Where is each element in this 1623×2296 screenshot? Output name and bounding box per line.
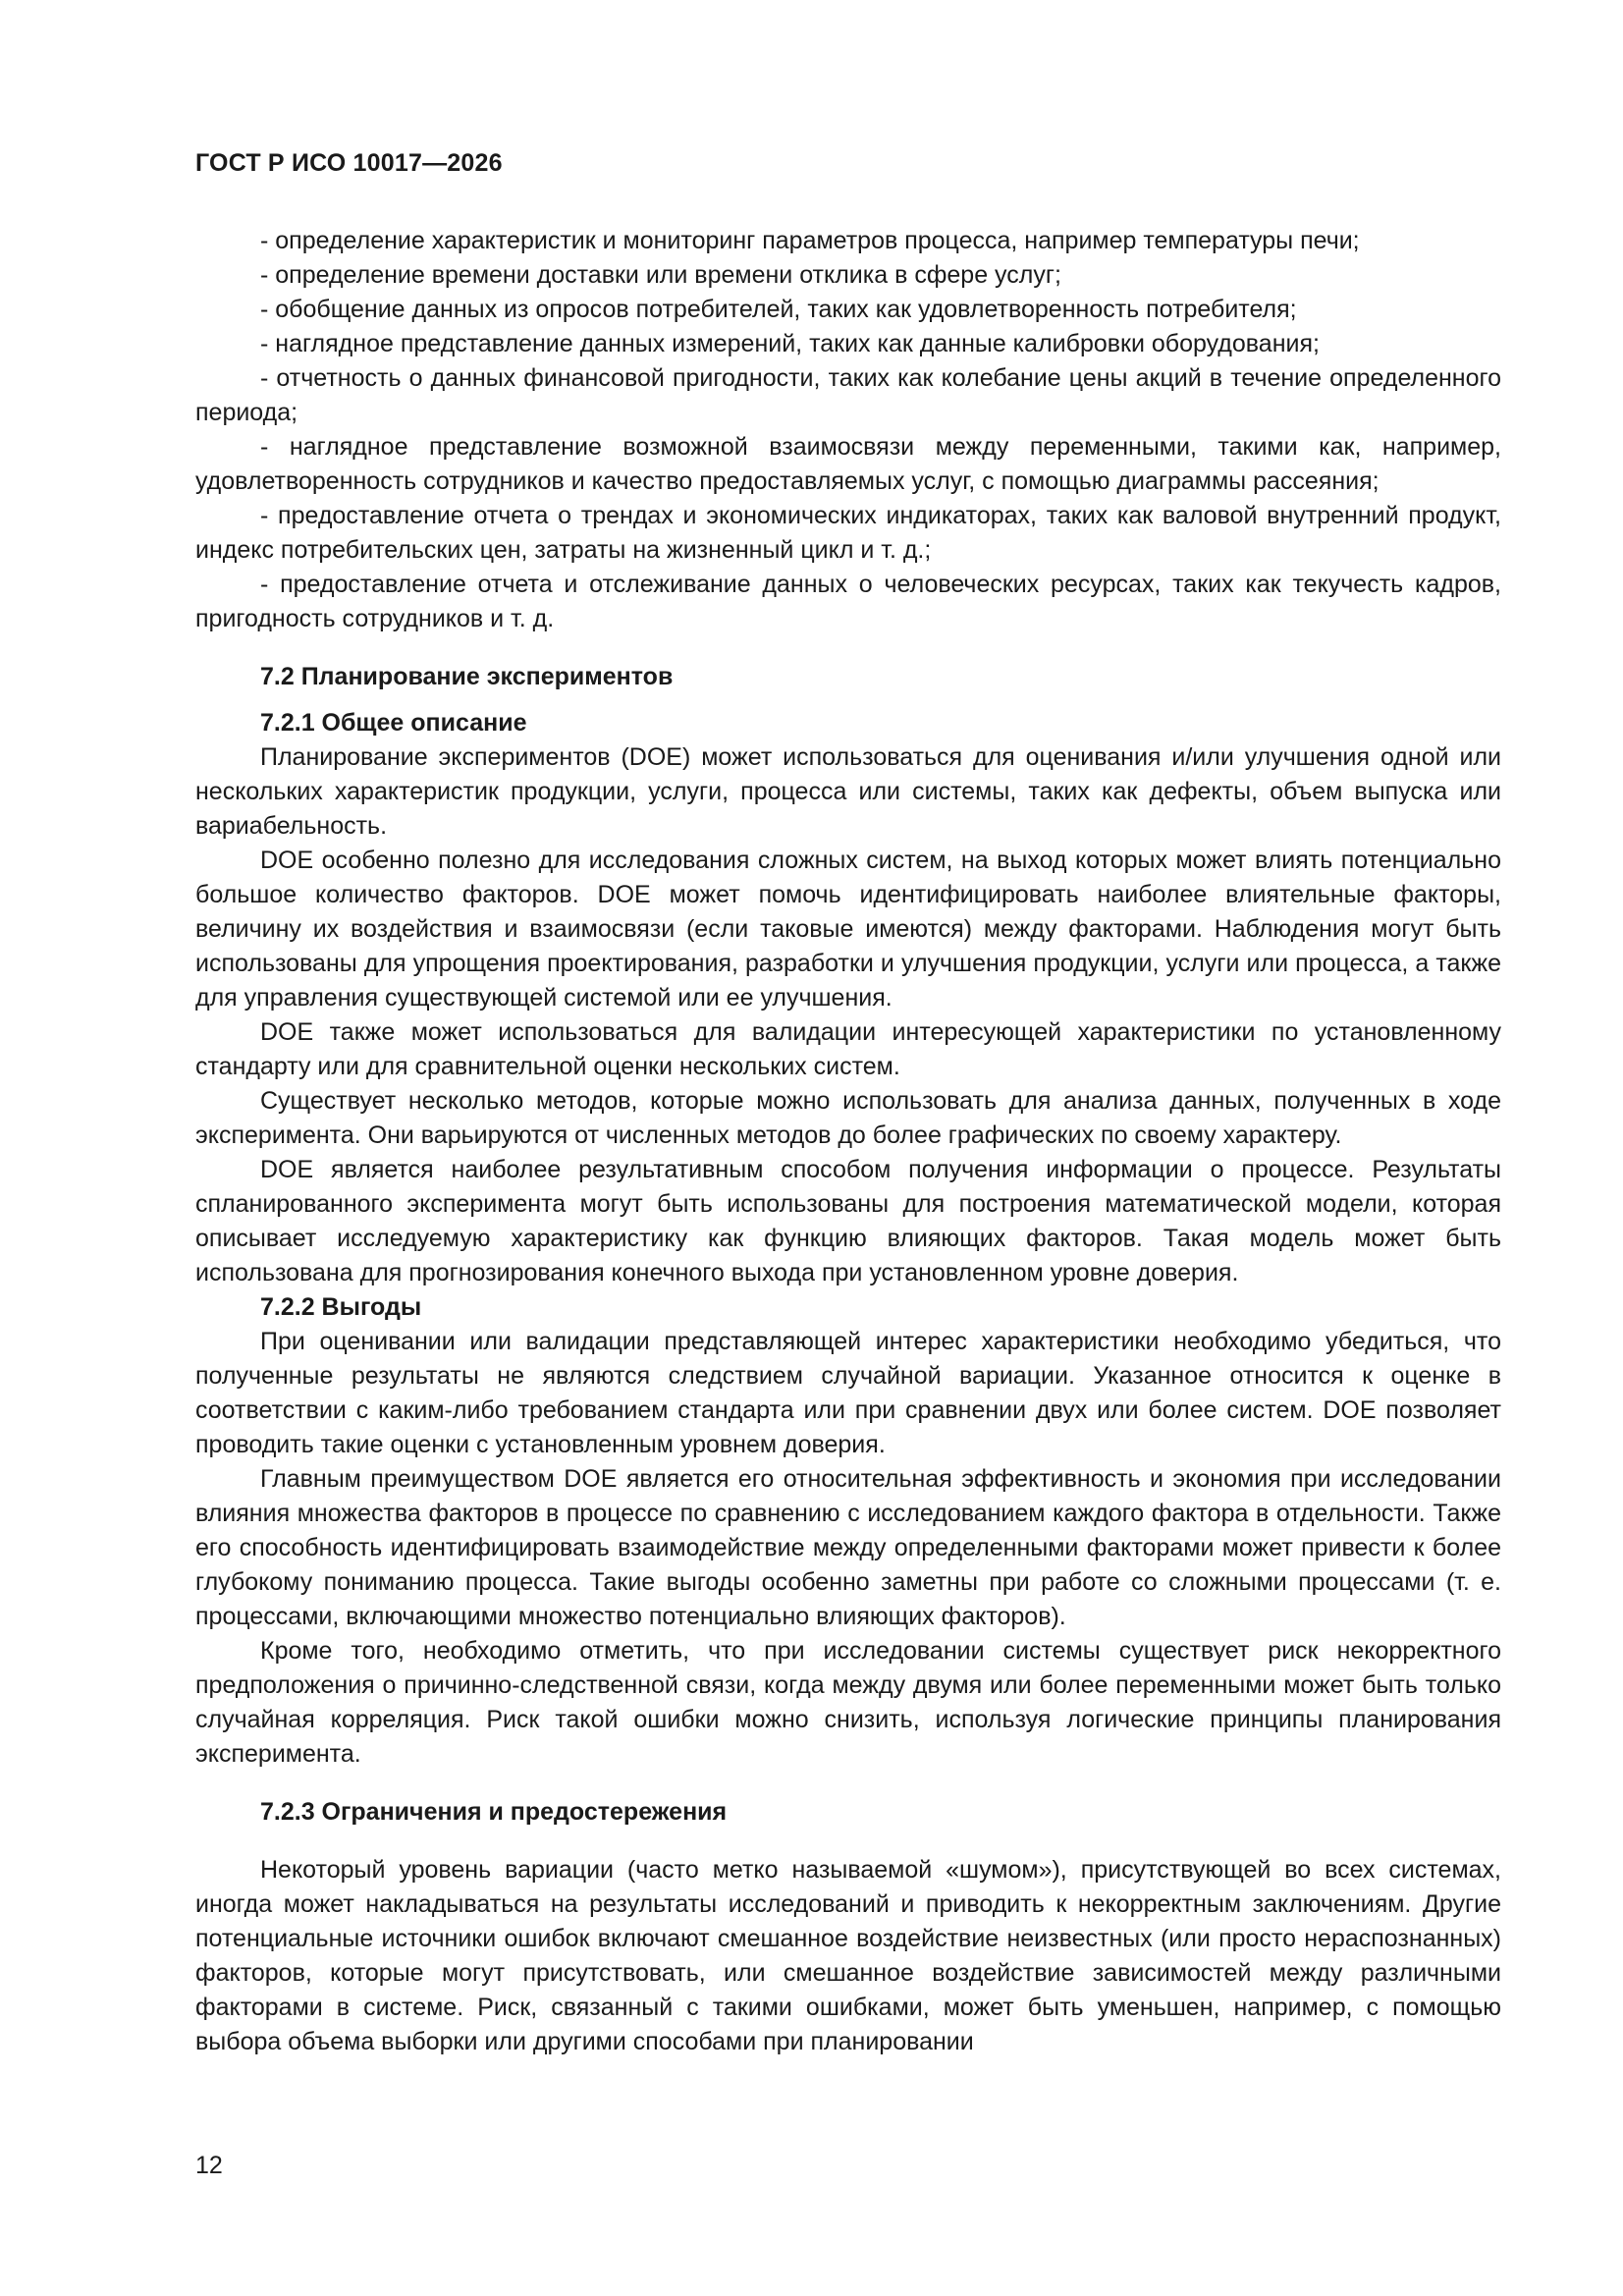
section-heading-7-2-1: 7.2.1 Общее описание bbox=[260, 709, 527, 737]
page-body bbox=[195, 224, 1501, 2059]
paragraph: DOE также может использоваться для валидации интересующей характеристики по установленному стандарту или для сравнительной оценки нескольких систем. bbox=[195, 1018, 1501, 1080]
document-header: ГОСТ Р ИСО 10017—2026 bbox=[195, 149, 503, 177]
list-item: - предоставление отчета о трендах и экономических индикаторах, таких как валовой внутренний продукт, индекс потребительских цен, затраты на жизненный цикл и т. д.; bbox=[195, 502, 1501, 564]
paragraph: Кроме того, необходимо отметить, что при исследовании системы существует риск некорректного предположения о причинно-следственной связи, когда между двумя или более переменными может быть только случайная корреляция. Риск такой ошибки можно снизить, используя логические принципы планирования эксперимента. bbox=[195, 1637, 1501, 1768]
list-item: - определение времени доставки или времени отклика в сфере услуг; bbox=[260, 261, 1061, 289]
paragraph: При оценивании или валидации представляющей интерес характеристики необходимо убедиться, что полученные результаты не являются следствием случайной вариации. Указанное относится к оценке в соответствии с каким-либо требованием стандарта или при сравнении двух или более систем. DOE позволяет проводить такие оценки с установленным уровнем доверия. bbox=[195, 1328, 1501, 1458]
paragraph: Существует несколько методов, которые можно использовать для анализа данных, полученных в ходе эксперимента. Они варьируются от численных методов до более графических по своему характеру. bbox=[195, 1087, 1501, 1149]
paragraph: Главным преимуществом DOE является его относительная эффективность и экономия при исследовании влияния множества факторов в процессе по сравнению с исследованием каждого фактора в отдельности. Также его способность идентифицировать взаимодействие между определенными факторами может привести к более глубокому пониманию процесса. Такие выгоды особенно заметны при работе со сложными процессами (т. е. процессами, включающими множество потенциально влияющих факторов). bbox=[195, 1465, 1501, 1630]
list-item: - обобщение данных из опросов потребителей, таких как удовлетворенность потребителя; bbox=[260, 296, 1297, 323]
paragraph: DOE является наиболее результативным способом получения информации о процессе. Результаты спланированного эксперимента могут быть использованы для построения математической модели, которая описывает исследуемую характеристику как функцию влияющих факторов. Такая модель может быть использована для прогнозирования конечного выхода при установленном уровне доверия. bbox=[195, 1156, 1501, 1286]
paragraph: Некоторый уровень вариации (часто метко называемой «шумом»), присутствующей во всех системах, иногда может накладываться на результаты исследований и приводить к некорректным заключениям. Другие потенциальные источники ошибок включают смешанное воздействие неизвестных (или просто нераспознанных) факторов, которые могут присутствовать, или смешанное воздействие зависимостей между различными факторами в системе. Риск, связанный с такими ошибками, может быть уменьшен, например, с помощью выбора объема выборки или другими способами при планировании bbox=[195, 1856, 1501, 2055]
section-heading-7-2-2: 7.2.2 Выгоды bbox=[260, 1293, 422, 1321]
list-item: - наглядное представление возможной взаимосвязи между переменными, такими как, например, удовлетворенность сотрудников и качество предоставляемых услуг, с помощью диаграммы рассеяния; bbox=[195, 433, 1501, 495]
section-heading-7-2: 7.2 Планирование экспериментов bbox=[260, 663, 674, 690]
list-item: - наглядное представление данных измерений, таких как данные калибровки оборудования; bbox=[260, 330, 1320, 357]
section-heading-7-2-3: 7.2.3 Ограничения и предостережения bbox=[260, 1798, 728, 1826]
list-item: - определение характеристик и мониторинг параметров процесса, например температуры печи; bbox=[260, 227, 1360, 254]
page-number: 12 bbox=[195, 2152, 223, 2179]
list-item: - предоставление отчета и отслеживание данных о человеческих ресурсах, таких как текучесть кадров, пригодность сотрудников и т. д. bbox=[195, 571, 1501, 632]
list-item: - отчетность о данных финансовой пригодности, таких как колебание цены акций в течение определенного периода; bbox=[195, 364, 1501, 426]
paragraph: Планирование экспериментов (DOE) может использоваться для оценивания и/или улучшения одной или нескольких характеристик продукции, услуги, процесса или системы, таких как дефекты, объем выпуска или вариабельность. bbox=[195, 743, 1501, 840]
paragraph: DOE особенно полезно для исследования сложных систем, на выход которых может влиять потенциально большое количество факторов. DOE может помочь идентифицировать наиболее влиятельные факторы, величину их воздействия и взаимосвязи (если таковые имеются) между факторами. Наблюдения могут быть использованы для упрощения проектирования, разработки и улучшения продукции, услуги или процесса, а также для управления существующей системой или ее улучшения. bbox=[195, 847, 1501, 1011]
